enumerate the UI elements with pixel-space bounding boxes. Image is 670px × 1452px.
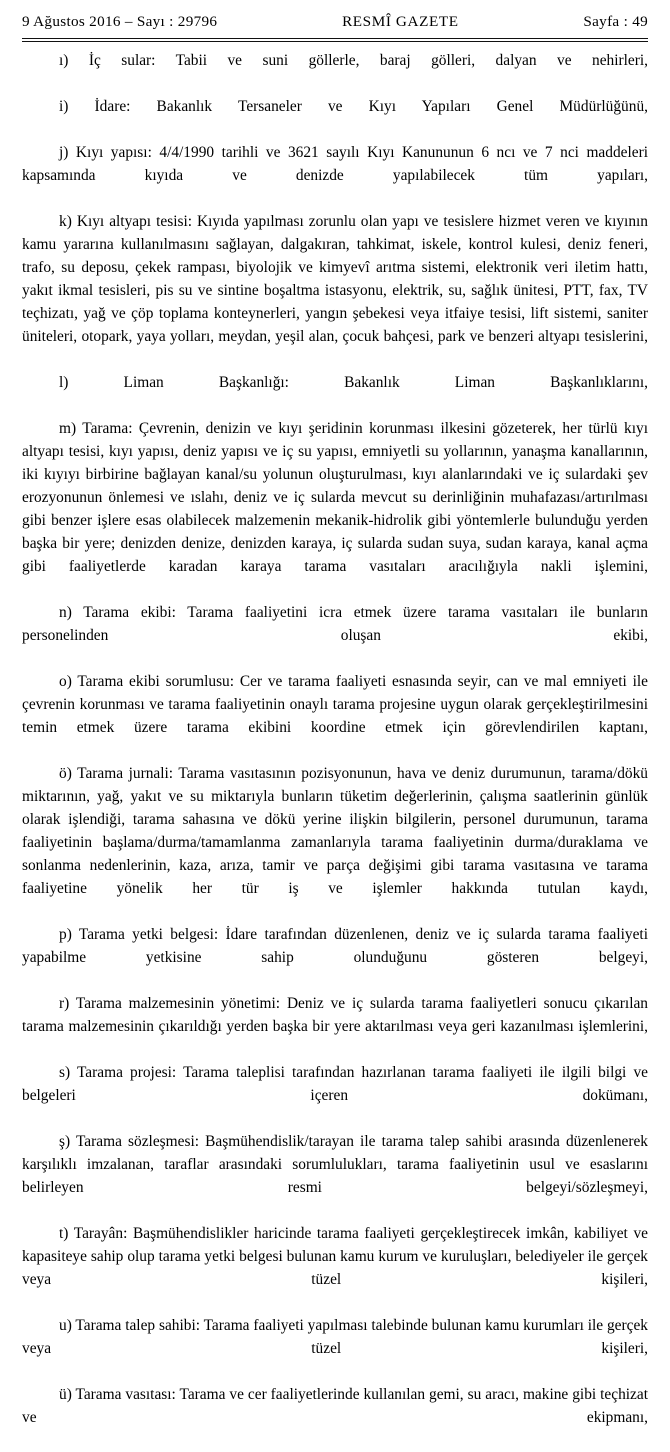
definition-paragraph: u) Tarama talep sahibi: Tarama faaliyeti yapılması talebinde bulunan kamu kurumları ile gerçek veya tüzel kişileri, [22, 1317, 648, 1357]
definition-paragraph: i) İdare: Bakanlık Tersaneler ve Kıyı Yapıları Genel Müdürlüğünü, [59, 98, 648, 115]
running-head [22, 13, 648, 37]
definition-paragraph: s) Tarama projesi: Tarama taleplisi tarafından hazırlanan tarama faaliyeti ile ilgili bilgi ve belgeleri içeren dokümanı, [22, 1064, 648, 1104]
definition-paragraph: r) Tarama malzemesinin yönetimi: Deniz ve iç sularda tarama faaliyetleri sonucu çıkarılan tarama malzemesinin çıkarıldığı yerden başka bir yere aktarılması veya geri kazanılması işlemlerini, [22, 995, 648, 1035]
gazette-page [0, 13, 670, 1426]
definition-paragraph: m) Tarama: Çevrenin, denizin ve kıyı şeridinin korunması ilkesini gözeterek, her türlü kıyı altyapı tesisi, kıyı yapısı, deniz yapısı ve iç su yapısı, emniyetli su yollarının, yanaşma kanallarının, iki kıyıyı birbirine bağlayan kanal/su yolunun oluşturulması, kıyı alanlarındaki ve iç sulardaki şev erozyonunun önlemesi ve ıslahı, deniz ve iç sularda mevcut su derinliğinin muhafazası/artırılması gibi benzer işlere esas olabilecek malzemenin mekanik-hidrolik gibi yöntemlerle bulunduğu yerden başka bir yere; denizden denize, denizden karaya, iç sularda sudan suya, sudan karaya, kanal açma gibi faaliyetlerde karadan karaya tarama vasıtaları aracılığıyla nakli işlemini, [22, 420, 648, 575]
definition-paragraph: o) Tarama ekibi sorumlusu: Cer ve tarama faaliyeti esnasında seyir, can ve mal emniyeti ile çevrenin korunması ve tarama faaliyetinin onaylı tarama projesine uygun olarak gerçekleştirilmesini temin etmek üzere tarama ekibini koordine etmek için görevlendirilen kaptanı, [22, 673, 648, 736]
definition-paragraph: p) Tarama yetki belgesi: İdare tarafından düzenlenen, deniz ve iç sularda tarama faaliyeti yapabilme yetkisine sahip olunduğunu gösteren belgeyi, [22, 926, 648, 966]
header-double-rule [22, 38, 648, 42]
document-body [22, 49, 648, 1452]
header-publication-title: RESMÎ GAZETE [342, 13, 459, 30]
definition-paragraph: k) Kıyı altyapı tesisi: Kıyıda yapılması zorunlu olan yapı ve tesislere hizmet veren ve kıyının kamu yararına kullanılmasını sağlayan, dalgakıran, tahkimat, iskele, kontrol kulesi, deniz feneri, trafo, su deposu, çekek rampası, biyolojik ve kimyevî arıtma sistemi, elektronik veri iletim hattı, yakıt ikmal tesisleri, pis su ve sintine boşaltma istasyonu, elektrik, su, sağlık ünitesi, PTT, fax, TV teçhizatı, yağ ve çöp toplama konteynerleri, yangın şebekesi veya itfaiye tesisi, lift sistemi, saniter üniteleri, otopark, yaya yolları, meydan, yeşil alan, çocuk bahçesi, park ve benzeri altyapı tesislerini, [22, 213, 648, 345]
header-page-number: Sayfa : 49 [583, 13, 648, 30]
definition-paragraph: l) Liman Başkanlığı: Bakanlık Liman Başkanlıklarını, [59, 374, 648, 391]
definition-paragraph: ş) Tarama sözleşmesi: Başmühendislik/tarayan ile tarama talep sahibi arasında düzenlenerek karşılıklı imzalanan, taraflar arasındaki sorumlulukları, tarama faaliyetinin usul ve esaslarını belirleyen resmi belgeyi/sözleşmeyi, [22, 1133, 648, 1196]
definition-paragraph: ü) Tarama vasıtası: Tarama ve cer faaliyetlerinde kullanılan gemi, su aracı, makine gibi teçhizat ve ekipmanı, [22, 1386, 648, 1426]
definition-paragraph: n) Tarama ekibi: Tarama faaliyetini icra etmek üzere tarama vasıtaları ile bunların personelinden oluşan ekibi, [22, 604, 648, 644]
definition-paragraph: t) Tarayân: Başmühendislikler haricinde tarama faaliyeti gerçekleştirecek imkân, kabiliyet ve kapasiteye sahip olup tarama yetki belgesi bulunan kamu kurum ve kuruluşları, belediyeler ile gerçek veya tüzel kişileri, [22, 1225, 648, 1288]
header-date-issue: 9 Ağustos 2016 – Sayı : 29796 [22, 13, 218, 30]
definition-paragraph: ı) İç sular: Tabii ve suni göllerle, baraj gölleri, dalyan ve nehirleri, [59, 52, 648, 69]
definition-paragraph: ö) Tarama jurnali: Tarama vasıtasının pozisyonunun, hava ve deniz durumunun, tarama/dökü miktarının, yağ, yakıt ve su miktarıyla bunların tüketim değerlerinin, çalışma saatlerinin günlük olarak işlendiği, tarama sahasına ve dökü yerine ilişkin bilgilerin, personel durumunun, tarama faaliyetinin başlama/durma/tamamlanma zamanlarıyla tarama faaliyetinin durma/duraklama ve sonlanma nedenlerinin, kaza, arıza, tamir ve parça değişimi gibi tarama vasıtasına ve tarama faaliyetine yönelik her tür iş ve işlemler hakkında tutulan kaydı, [22, 765, 648, 897]
definition-paragraph: j) Kıyı yapısı: 4/4/1990 tarihli ve 3621 sayılı Kıyı Kanununun 6 ncı ve 7 nci maddeleri kapsamında kıyıda ve denizde yapılabilecek tüm yapıları, [22, 144, 648, 184]
